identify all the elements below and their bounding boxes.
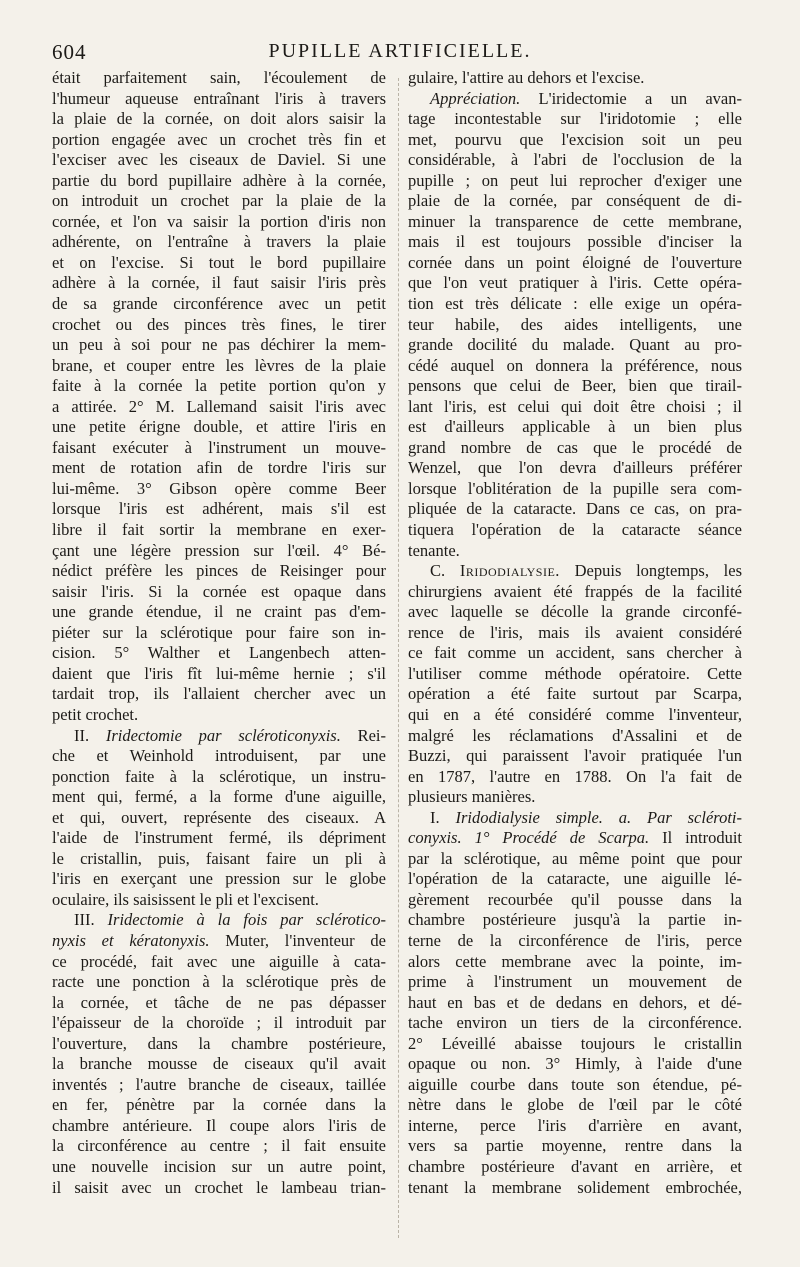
text-line	[408, 397, 742, 418]
line-text: en 1787, l'autre en 1788. On l'a fait de	[408, 766, 742, 786]
text-line	[408, 335, 742, 356]
text-line	[408, 931, 742, 952]
text-line	[52, 705, 386, 726]
line-text: teur habile, des aides intelligents, une	[408, 314, 742, 334]
text-line	[52, 1116, 386, 1137]
line-text: met, pourvu que l'excision soit un peu	[408, 129, 742, 149]
text-line	[408, 1136, 742, 1157]
line-text: tage incontestable sur l'iridotomie ; elle	[408, 109, 742, 129]
line-text: petit crochet.	[52, 704, 139, 724]
line-text: ment qui, fermé, a la forme d'une aiguille,	[52, 787, 386, 807]
italic-heading: conyxis. 1° Procédé de Scarpa.	[408, 828, 650, 848]
text-line	[52, 828, 386, 849]
line-text: ponction faite à la sclérotique, un instru-	[52, 766, 386, 786]
line-text: la circonférence au centre ; il fait ensuite	[52, 1136, 386, 1156]
section-heading: Iridodialysie.	[459, 561, 560, 581]
line-text: une petite érigne double, et attire l'iris en	[52, 417, 386, 437]
text-line	[408, 705, 742, 726]
text-line	[408, 541, 742, 562]
line-text: adhérente, on l'entraîne à travers la plaie	[52, 232, 386, 252]
text-line	[52, 499, 386, 520]
line-text: cision. 5° Walther et Langenbech atten-	[52, 643, 386, 663]
line-text: l'exciser avec les ciseaux de Daviel. Si une	[52, 150, 386, 170]
text-line	[408, 952, 742, 973]
line-text: l'utiliser comme méthode opératoire. Cette	[408, 663, 742, 683]
line-text: partie du bord pupillaire adhère à la cornée,	[52, 170, 386, 190]
text-line	[408, 972, 742, 993]
text-line	[52, 602, 386, 623]
text-line	[408, 232, 742, 253]
text-line	[52, 376, 386, 397]
text-line	[408, 212, 742, 233]
text-line	[408, 869, 742, 890]
text-line	[52, 89, 386, 110]
text-line	[408, 499, 742, 520]
line-text: chambre postérieure jusqu'à la partie in-	[408, 910, 742, 930]
line-text: racte une ponction à la sclérotique près de	[52, 972, 386, 992]
text-line	[52, 808, 386, 829]
line-text: che et Weinhold introduisent, par une	[52, 746, 386, 766]
text-line	[52, 212, 386, 233]
text-line	[52, 109, 386, 130]
line-text: Wenzel, que l'on devra d'ailleurs préférer	[408, 458, 742, 478]
line-text: tardait trop, ils l'allaient chercher avec un	[52, 684, 386, 704]
line-text: alors cette membrane avec la pointe, im-	[408, 951, 742, 971]
line-lead: C.	[430, 561, 460, 581]
line-text: il saisit avec un crochet le lambeau trian-	[52, 1177, 386, 1197]
text-line	[408, 1034, 742, 1055]
line-text: l'épaisseur de la choroïde ; il introduit par	[52, 1013, 386, 1033]
text-line	[52, 787, 386, 808]
line-text: en fer, pénètre par la cornée dans la	[52, 1095, 386, 1115]
text-line	[408, 458, 742, 479]
line-text: Il introduit	[649, 828, 742, 848]
italic-heading: Iridodialysie simple. a. Par scléroti-	[455, 807, 742, 827]
line-text: ce procédé, fait avec une aiguille à cata-	[52, 951, 386, 971]
line-text: qui en a été considéré comme l'inventeur,	[408, 704, 742, 724]
line-text: faite à la cornée la petite portion qu'on y	[52, 376, 386, 396]
text-line	[408, 910, 742, 931]
line-text: Buzzi, qui paraissent l'avoir pratiquée l'un	[408, 746, 742, 766]
text-line	[408, 150, 742, 171]
line-text: portion engagée avec un crochet très fin et	[52, 129, 386, 149]
line-text: chambre antérieure. Il coupe alors l'iris de	[52, 1115, 386, 1135]
text-line	[408, 767, 742, 788]
line-text: tenant la membrane solidement embrochée,	[408, 1177, 742, 1197]
text-line	[52, 767, 386, 788]
line-text: lant l'iris, est celui qui doit être choisi ; il	[408, 396, 742, 416]
text-line	[52, 684, 386, 705]
text-line	[52, 561, 386, 582]
line-text: on introduit un crochet par la plaie de la	[52, 191, 386, 211]
line-text: tiquera l'opération de la cataracte séance	[408, 520, 742, 540]
text-line	[408, 1116, 742, 1137]
text-line	[52, 726, 386, 747]
text-columns	[52, 68, 742, 1260]
text-line	[408, 520, 742, 541]
text-line	[52, 623, 386, 644]
text-line	[408, 890, 742, 911]
text-line	[408, 376, 742, 397]
text-line	[408, 1075, 742, 1096]
line-text: pliquée de la cataracte. Dans ce cas, on pra-	[408, 499, 742, 519]
text-line	[408, 89, 742, 110]
text-line	[52, 520, 386, 541]
line-lead: II.	[74, 725, 106, 745]
line-text: aiguille courbe dans toute son étendue, pé-	[408, 1074, 742, 1094]
column-divider	[398, 78, 399, 1238]
line-text: la cornée, et tâche de ne pas dépasser	[52, 992, 386, 1012]
text-line	[52, 1178, 386, 1199]
text-line	[408, 623, 742, 644]
line-text: un peu à soi pour ne pas déchirer la mem-	[52, 335, 386, 355]
text-line	[52, 417, 386, 438]
running-title: PUPILLE ARTIFICIELLE.	[268, 40, 532, 62]
line-text: terne de la circonférence de l'iris, perce	[408, 930, 742, 950]
line-text: haut en bas et de dedans en dehors, et dé-	[408, 992, 742, 1012]
line-text: par la sclérotique, au même point que pour	[408, 848, 742, 868]
text-line	[408, 746, 742, 767]
line-text: cornée dans un point éloigné de l'ouverture	[408, 252, 742, 272]
line-text: plaie de la cornée, par conséquent de di-	[408, 191, 742, 211]
text-line	[408, 273, 742, 294]
text-line	[52, 253, 386, 274]
line-text: l'aide de l'instrument fermé, ils dépriment	[52, 828, 386, 848]
line-text: et qui, ouvert, représente des ciseaux. A	[52, 807, 386, 827]
right-column	[408, 68, 742, 1198]
text-line	[52, 869, 386, 890]
line-text: L'iridectomie a un avan-	[520, 88, 742, 108]
line-text: pupille ; on peut lui reprocher d'exiger une	[408, 170, 742, 190]
italic-heading: Iridectomie par scléroticonyxis.	[105, 725, 341, 745]
italic-heading: Iridectomie à la fois par scléroticо-	[107, 910, 386, 930]
line-text: opération a été faite surtout par Scarpa,	[408, 684, 742, 704]
line-text: une grande étendue, il ne craint pas d'em-	[52, 602, 386, 622]
line-text: grande docilité du malade. Quant au pro-	[408, 335, 742, 355]
line-text: l'opération de la cataracte, une aiguille lé-	[408, 869, 742, 889]
text-line	[408, 602, 742, 623]
line-text: inventés ; l'autre branche de ciseaux, taillée	[52, 1074, 386, 1094]
text-line	[408, 479, 742, 500]
line-text: brane, et couper entre les lèvres de la plaie	[52, 355, 386, 375]
line-text: crochet ou des pinces très fines, le tirer	[52, 314, 386, 334]
line-text: tache environ un tiers de la circonférence.	[408, 1013, 742, 1033]
text-line	[408, 438, 742, 459]
text-line	[52, 356, 386, 377]
left-column	[52, 68, 386, 1198]
text-line	[408, 787, 742, 808]
line-text: faisant exécuter à l'instrument un mouve-	[52, 437, 386, 457]
text-line	[52, 664, 386, 685]
text-line	[52, 910, 386, 931]
line-text: l'ouverture, dans la chambre postérieure,	[52, 1033, 386, 1053]
line-text: a attirée. 2° M. Lallemand saisit l'iris avec	[52, 396, 386, 416]
text-line	[408, 582, 742, 603]
text-line	[408, 849, 742, 870]
text-line	[408, 1095, 742, 1116]
text-line	[408, 561, 742, 582]
line-text: considérable, à l'abri de l'occlusion de la	[408, 150, 742, 170]
text-line	[408, 828, 742, 849]
line-text: daient que l'iris fît lui-même hernie ; s'il	[52, 663, 386, 683]
line-text: plusieurs manières.	[408, 787, 536, 807]
line-text: mais il est toujours possible d'inciser la	[408, 232, 742, 252]
line-text: lui-même. 3° Gibson opère comme Beer	[52, 478, 386, 498]
line-text: de sa grande circonférence avec un petit	[52, 294, 386, 314]
line-text: lorsque l'oblitération de la pupille sera com-	[408, 478, 742, 498]
line-text: chirurgiens avaient été frappés de la facilité	[408, 581, 742, 601]
line-text: l'iris en exerçant une pression sur le globe	[52, 869, 386, 889]
text-line	[52, 1075, 386, 1096]
italic-heading: nyxis et kératonyxis.	[52, 930, 210, 950]
text-line	[52, 541, 386, 562]
text-line	[408, 993, 742, 1014]
text-line	[52, 1034, 386, 1055]
text-line	[408, 664, 742, 685]
text-line	[52, 130, 386, 151]
line-text: rence de l'iris, mais ils avaient considéré	[408, 622, 742, 642]
text-line	[52, 397, 386, 418]
text-line	[408, 1054, 742, 1075]
line-text: 2° Léveillé abaisse toujours le cristallin	[408, 1033, 742, 1053]
line-text: était parfaitement sain, l'écoulement de	[52, 68, 386, 87]
line-text: Depuis longtemps, les	[559, 561, 742, 581]
text-line	[408, 253, 742, 274]
text-line	[52, 1136, 386, 1157]
text-line	[408, 191, 742, 212]
line-text: grand nombre de cas que le procédé de	[408, 437, 742, 457]
line-text: minuer la transparence de cette membrane,	[408, 211, 742, 231]
line-lead: I.	[430, 807, 456, 827]
line-text: gèrement recourbée qu'il pousse dans la	[408, 889, 742, 909]
text-line	[52, 972, 386, 993]
text-line	[52, 643, 386, 664]
text-line	[52, 952, 386, 973]
text-line	[52, 68, 386, 89]
text-line	[52, 746, 386, 767]
text-line	[52, 458, 386, 479]
line-text: Muter, l'inventeur de	[209, 930, 386, 950]
line-text: une nouvelle incision sur un autre point,	[52, 1156, 386, 1176]
text-line	[52, 849, 386, 870]
text-line	[52, 315, 386, 336]
line-text: et on l'excise. Si tout le bord pupillaire	[52, 252, 386, 272]
text-line	[408, 356, 742, 377]
line-text: la branche mousse de ciseaux qu'il avait	[52, 1054, 386, 1074]
line-text: oculaire, ils saisissent le pli et l'excisent.	[52, 889, 319, 909]
text-line	[408, 808, 742, 829]
text-line	[52, 273, 386, 294]
line-text: la plaie de la cornée, on doit alors saisir la	[52, 109, 386, 129]
text-line	[408, 726, 742, 747]
line-text: lorsque l'iris est adhérent, mais s'il est	[52, 499, 386, 519]
text-line	[408, 109, 742, 130]
text-line	[52, 890, 386, 911]
page-number: 604	[52, 40, 87, 64]
text-line	[52, 931, 386, 952]
text-line	[52, 232, 386, 253]
line-text: ment de rotation afin de tordre l'iris sur	[52, 458, 386, 478]
line-text: adhère à la cornée, il faut saisir l'iris près	[52, 273, 386, 293]
text-line	[52, 479, 386, 500]
line-text: le cristallin, puis, faisant faire un pli à	[52, 848, 386, 868]
text-line	[408, 643, 742, 664]
line-text: chambre postérieure d'avant en arrière, et	[408, 1156, 742, 1176]
line-text: Rei-	[340, 725, 386, 745]
line-text: prime à l'instrument un mouvement de	[408, 972, 742, 992]
text-line	[52, 1054, 386, 1075]
text-line	[52, 150, 386, 171]
line-text: tenante.	[408, 540, 460, 560]
line-text: malgré les réclamations d'Assalini et de	[408, 725, 742, 745]
text-line	[408, 1013, 742, 1034]
text-line	[408, 1178, 742, 1199]
text-line	[408, 315, 742, 336]
line-text: nètre dans le globe de l'œil par le côté	[408, 1095, 742, 1115]
line-text: nédict préfère les pinces de Reisinger pour	[52, 561, 386, 581]
line-text: pensons que celui de Beer, bien que tirail-	[408, 376, 742, 396]
line-text: çant une légère pression sur l'œil. 4° Bé-	[52, 540, 386, 560]
line-text: interne, perce l'iris d'arrière en avant,	[408, 1115, 742, 1135]
text-line	[52, 191, 386, 212]
line-text: que l'on veut pratiquer à l'iris. Cette opéra-	[408, 273, 742, 293]
text-line	[408, 417, 742, 438]
text-line	[408, 171, 742, 192]
text-line	[52, 1095, 386, 1116]
line-text: piéter sur la sclérotique pour faire son in-	[52, 622, 386, 642]
line-text: cédé auquel on donnera la préférence, nous	[408, 355, 742, 375]
text-line	[408, 1157, 742, 1178]
text-line	[408, 130, 742, 151]
line-text: est d'ailleurs applicable à un bien plus	[408, 417, 742, 437]
text-line	[52, 438, 386, 459]
text-line	[52, 1157, 386, 1178]
text-line	[52, 993, 386, 1014]
line-text: saisir l'iris. Si la cornée est opaque dans	[52, 581, 386, 601]
text-line	[408, 68, 742, 89]
text-line	[52, 582, 386, 603]
text-line	[52, 1013, 386, 1034]
italic-heading: Appréciation.	[430, 88, 521, 108]
line-text: l'humeur aqueuse entraînant l'iris à travers	[52, 88, 386, 108]
text-line	[408, 294, 742, 315]
line-lead: III.	[74, 910, 108, 930]
line-text: gulaire, l'attire au dehors et l'excise.	[408, 68, 645, 87]
page-header	[52, 40, 748, 70]
line-text: vers sa partie moyenne, rentre dans la	[408, 1136, 742, 1156]
text-line	[408, 684, 742, 705]
line-text: ce fait comme un accident, sans chercher à	[408, 643, 742, 663]
text-line	[52, 294, 386, 315]
line-text: tion est très délicate : elle exige un opéra-	[408, 294, 742, 314]
line-text: libre il fait sortir la membrane en exer-	[52, 520, 386, 540]
line-text: opaque ou non. 3° Himly, à l'aide d'une	[408, 1054, 742, 1074]
line-text: cornée, et l'on va saisir la portion d'iris non	[52, 211, 386, 231]
text-line	[52, 171, 386, 192]
line-text: avec laquelle se décolle la grande circonfé-	[408, 602, 742, 622]
text-line	[52, 335, 386, 356]
